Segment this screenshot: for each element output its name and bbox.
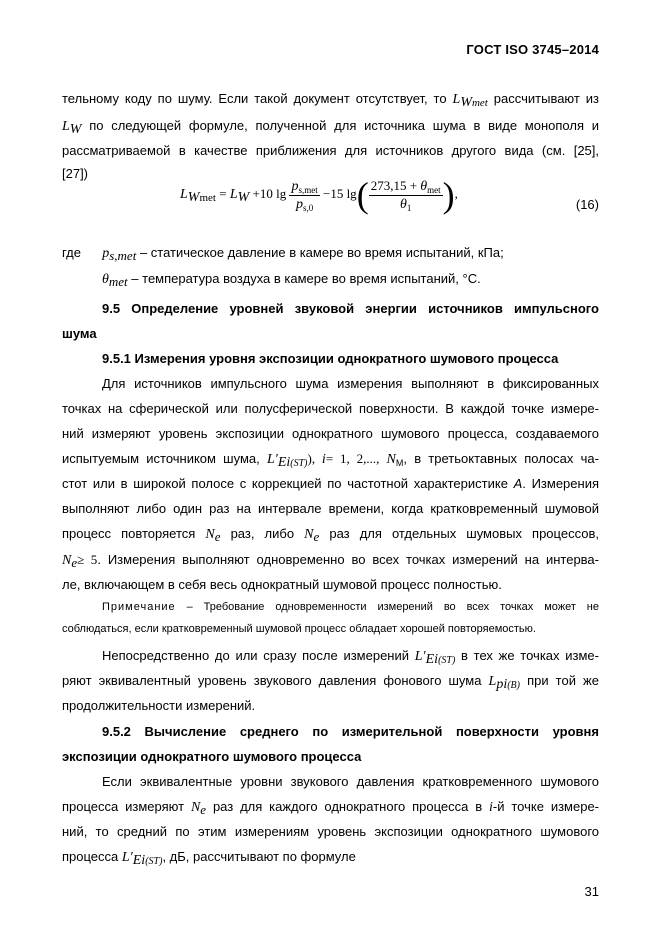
s951-p1-line-8: $N_e\ge 5$. Измерения выполняют одновременно во всех точках измерений на интерва- bbox=[62, 552, 599, 570]
section-9-5-title: 9.5 Определение уровней звуковой энергии источников импульсного bbox=[102, 301, 599, 316]
fraction-temperature: $\frac{273,15 + \theta_{met}}{\theta_1}$ bbox=[370, 177, 441, 213]
where-pressure: где $p_{s,met}$ – статическое давление в камере во время испытаний, кПа; bbox=[62, 245, 504, 263]
s952-p1-line-4: процесса $L'_{Ei(ST)}$, дБ, рассчитывают по формуле bbox=[62, 849, 356, 868]
s951-p1-line-3: ний измеряют уровень экспозиции однократного шумового процесса, создаваемого bbox=[62, 426, 599, 441]
equation-16: $L_{Wmet} = L_W +10$ lg $\frac{p_{s,met}}{p_{s,0}}$ −15 lg( $\frac{273,15 + \theta_{met}}{\theta_1}$ ), bbox=[180, 175, 458, 215]
note-line-1: Примечание – Требование одновременности измерений во всех точках может не bbox=[102, 601, 600, 613]
s952-p1-line-3: ний, то средний по этим измерениям уровень экспозиции однократного шумового bbox=[62, 824, 599, 839]
symbol-ps-met: $p_{s,met}$ bbox=[102, 246, 137, 263]
intro-line-1: тельному коду по шуму. Если такой документ отсутствует, то $L_{Wmet}$ рассчитывают из bbox=[62, 91, 599, 110]
s951-p1-line-7: процесс повторяется $N_e$ раз, либо $N_e$ раз для отдельных шумовых процессов, bbox=[62, 526, 599, 544]
fraction-pressure: $\frac{p_{s,met}}{p_{s,0}}$ bbox=[291, 178, 318, 213]
note-label: Примечание bbox=[102, 601, 176, 613]
page-number: 31 bbox=[584, 884, 599, 899]
s951-p1-line-9: ле, включающем в себя весь однократный шумовой процесс полностью. bbox=[62, 577, 502, 592]
s951-p2-line-1: Непосредственно до или сразу после измерений $L'_{Ei(ST)}$ в тех же точках изме- bbox=[102, 648, 599, 667]
s952-p1-line-2: процесса измеряют $N_e$ раз для каждого однократного процесса в i-й точке измере- bbox=[62, 799, 600, 817]
s951-p2-line-3: продолжительности измерений. bbox=[62, 698, 256, 713]
symbol-theta-met: $\theta_{met}$ bbox=[102, 272, 128, 289]
document-header: ГОСТ ISO 3745–2014 bbox=[466, 42, 599, 57]
intro-line-3: рассматриваемой в качестве приближения для источников другого вида (см. [25], bbox=[62, 143, 599, 158]
s951-p1-line-1: Для источников импульсного шума измерения выполняют в фиксированных bbox=[102, 376, 599, 391]
intro-line-2: $L_W$ по следующей формуле, полученной для источника шума в виде монополя и bbox=[62, 118, 599, 137]
section-9-5-1-title: 9.5.1 Измерения уровня экспозиции однократного шумового процесса bbox=[102, 351, 559, 366]
intro-line-4: [27]) bbox=[62, 166, 89, 181]
s951-p1-line-4: испытуемым источником шума, $L'_{Ei(ST)}$), i= 1, 2,..., $N_M$, в третьоктавных полосах ча- bbox=[62, 451, 599, 470]
symbol-le-st: $L'_{Ei(ST)}$ bbox=[266, 452, 308, 470]
s951-p1-line-5: стот или в широкой полосе с коррекцией по частотной характеристике A. Измерения bbox=[62, 476, 599, 491]
s951-p2-line-2: ряют эквивалентный уровень звукового давления фонового шума $L_{pi(B)}$ при той же bbox=[62, 673, 599, 692]
s951-p1-line-6: выполняют либо один раз на интервале времени, когда кратковременный шумовой bbox=[62, 501, 599, 516]
section-9-5-2-title: 9.5.2 Вычисление среднего по измерительной поверхности уровня bbox=[102, 724, 599, 739]
section-9-5-2-title-cont: экспозиции однократного шумового процесса bbox=[62, 749, 362, 764]
symbol-lw: $L_W$ bbox=[62, 119, 82, 137]
note-line-2: соблюдаться, если кратковременный шумовой процесс обладает хорошей повторяемостью. bbox=[62, 623, 536, 635]
s952-p1-line-1: Если эквивалентные уровни звукового давления кратковременного шумового bbox=[102, 774, 599, 789]
where-temperature: $\theta_{met}$ – температура воздуха в камере во время испытаний, °С. bbox=[102, 271, 481, 289]
section-9-5-title-cont: шума bbox=[62, 326, 97, 341]
s951-p1-line-2: точках на сферической или полусферической поверхности. В каждой точке измере- bbox=[62, 401, 599, 416]
symbol-lp-b: $L_{pi(B)}$ bbox=[488, 674, 520, 692]
symbol-lwmet: $L_{Wmet}$ bbox=[452, 92, 488, 110]
equation-number: (16) bbox=[575, 197, 599, 212]
